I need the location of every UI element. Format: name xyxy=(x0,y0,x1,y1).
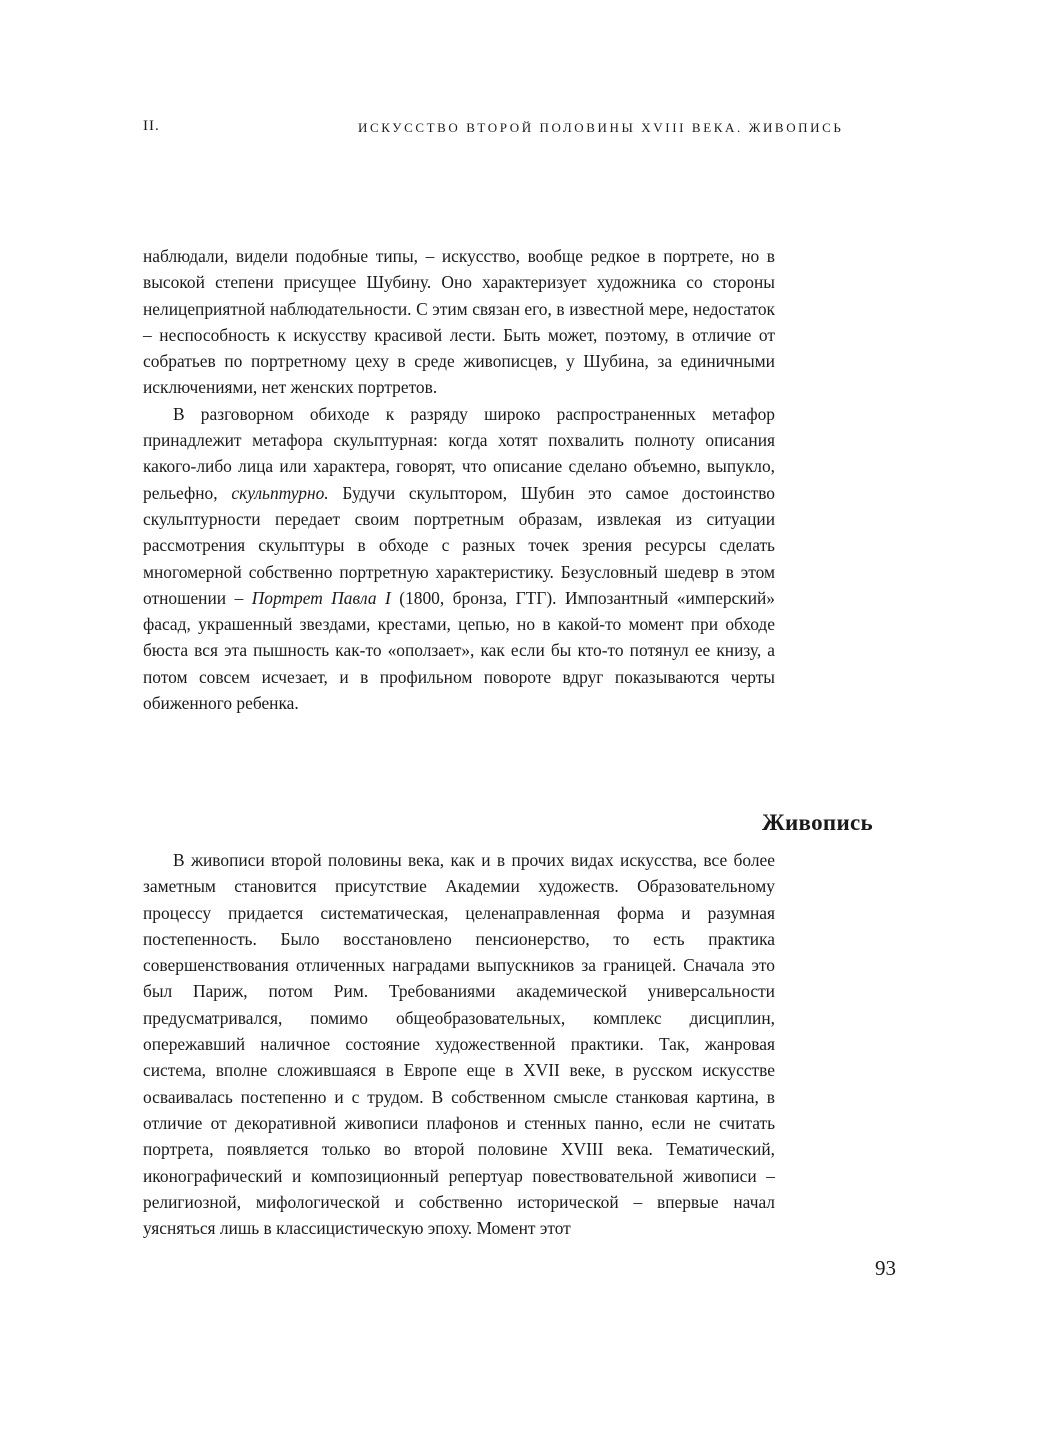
paragraph xyxy=(143,401,775,717)
body-text-after-heading xyxy=(143,847,775,1241)
text-run: наблюдали, видели подобные типы, – искусство, вообще редкое в портрете, но в высокой степени присущее Шубину. Оно характеризует художника со стороны нелицеприятной наблюдательности. С этим связан его, в известной мере, недостаток – неспособность к искусству красивой лести. Быть может, поэтому, в отличие от собратьев по портретному цеху в среде живописцев, у Шубина, за единичными исключениями, нет женских портретов. xyxy=(143,246,775,398)
section-heading: Живопись xyxy=(761,810,873,835)
text-run: Будучи скульптором, Шубин это самое достоинство скульптурности передает своим портретным образам, извлекая из ситуации рассмотрения скульптуры в обходе с разных точек зрения ресурсы сделать многомерной собственно портретную характеристику. Безусловный шедевр в этом отношении – xyxy=(143,482,775,608)
italic-run: скульптурно. xyxy=(231,482,329,503)
italic-run: Портрет Павла I xyxy=(251,587,391,608)
running-title: ИСКУССТВО ВТОРОЙ ПОЛОВИНЫ XVIII ВЕКА. ЖИВОПИСЬ xyxy=(358,120,844,135)
text-run: (1800, бронза, ГТГ). Импозантный «имперский» фасад, украшенный звездами, крестами, цепью, но в какой-то момент при обходе бюста вся эта пышность как-то «оползает», как если бы кто-то потянул ее книзу, а потом совсем исчезает, и в профильном повороте вдруг показываются черты обиженного ребенка. xyxy=(143,587,776,714)
chapter-number: II. xyxy=(143,118,160,134)
text-run: В разговорном обиходе к разряду широко распространенных метафор принадлежит метафора скульптурная: когда хотят похвалить полноту описания какого-либо лица или характера, говорят, что описание сделано объемно, выпукло, рельефно, xyxy=(143,403,775,503)
text-run: В живописи второй половины века, как и в прочих видах искусства, все более заметным становится присутствие Академии художеств. Образовательному процессу придается систематическая, целенаправленная форма и разумная постепенность. Было восстановлено пенсионерство, то есть практика совершенствования отличенных наградами выпускников за границей. Сначала это был Париж, потом Рим. Требованиями академической универсальности предусматривался, помимо общеобразовательных, комплекс дисциплин, опережавший наличное состояние художественной практики. Так, жанровая система, вполне сложившаяся в Европе еще в XVII веке, в русском искусстве осваивалась постепенно и с трудом. В собственном смысле станковая картина, в отличие от декоративной живописи плафонов и стенных панно, если не считать портрета, появляется только во второй половине XVIII века. Тематический, иконографический и композиционный репертуар повествовательной живописи – религиозной, мифологической и собственно исторической – впервые начал уясняться лишь в классицистическую эпоху. Момент этот xyxy=(143,850,775,1239)
page-number: 93 xyxy=(875,1256,896,1280)
paragraph xyxy=(143,243,775,401)
body-text-before-heading xyxy=(143,243,775,716)
paragraph xyxy=(143,847,775,1241)
